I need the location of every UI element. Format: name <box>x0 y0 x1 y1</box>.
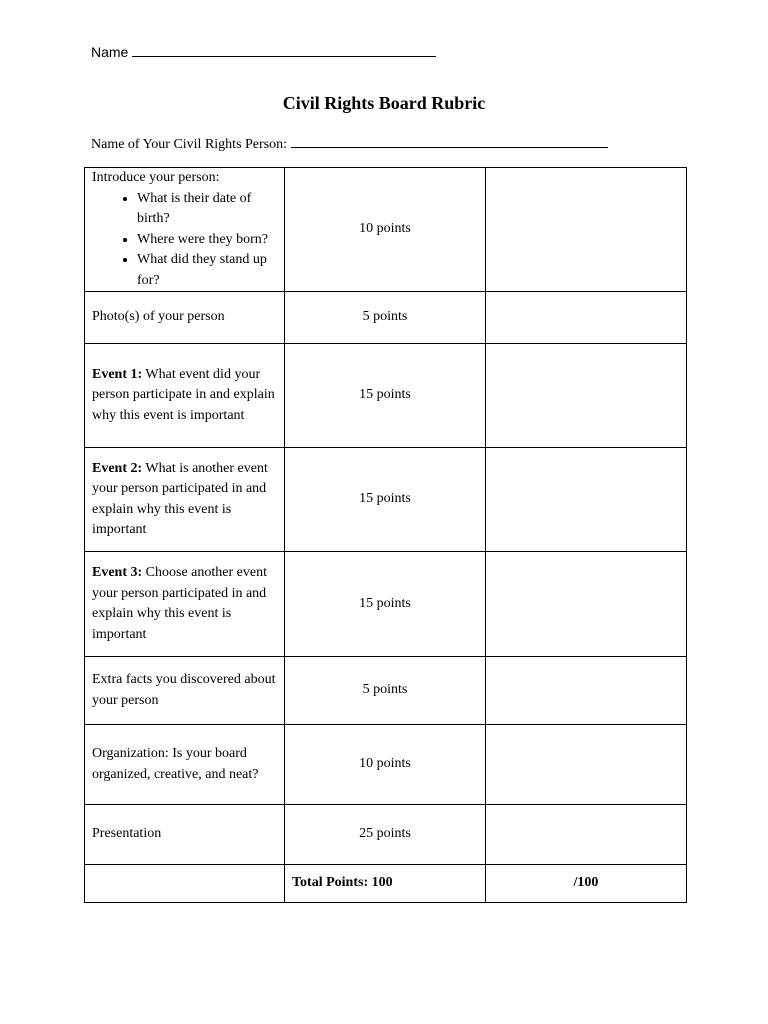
student-name-label: Name <box>91 44 129 60</box>
student-name-line <box>91 44 436 60</box>
civil-rights-person-blank[interactable] <box>291 135 608 148</box>
event-3-text: Choose another event your person participated in and explain why this event is important <box>92 565 267 642</box>
rubric-criterion-extra-facts: Extra facts you discovered about your person <box>85 657 285 725</box>
rubric-row-total <box>85 865 687 903</box>
page-title: Civil Rights Board Rubric <box>282 93 486 113</box>
rubric-total-points: Total Points: 100 <box>285 865 486 903</box>
rubric-criterion-event-2 <box>85 448 285 552</box>
rubric-row-intro <box>85 168 687 292</box>
rubric-points-photo: 5 points <box>285 292 486 344</box>
rubric-total-blank <box>85 865 285 903</box>
rubric-points-event-1: 15 points <box>285 344 486 448</box>
civil-rights-person-label: Name of Your Civil Rights Person: <box>91 137 288 152</box>
rubric-criterion-event-3 <box>85 552 285 657</box>
rubric-row-event-1 <box>85 344 687 448</box>
intro-question-list <box>92 189 277 292</box>
rubric-points-event-3: 15 points <box>285 552 486 657</box>
event-2-text: What is another event your person participated in and explain why this event is important <box>92 460 268 537</box>
event-1-text: What event did your person participate in and explain why this event is important <box>92 366 275 423</box>
rubric-table <box>84 167 687 903</box>
rubric-score-event-1[interactable] <box>486 344 687 448</box>
rubric-score-event-3[interactable] <box>486 552 687 657</box>
rubric-criterion-event-1 <box>85 344 285 448</box>
event-1-label: Event 1: <box>92 366 143 382</box>
rubric-points-event-2: 15 points <box>285 448 486 552</box>
rubric-score-event-2[interactable] <box>486 448 687 552</box>
rubric-points-extra-facts: 5 points <box>285 657 486 725</box>
event-2-label: Event 2: <box>92 460 143 476</box>
intro-question-birth-date: • What is their date of birth? <box>137 189 277 230</box>
intro-question-stood-for: • What did they stand up for? <box>137 250 277 291</box>
rubric-row-photo <box>85 292 687 344</box>
rubric-row-event-2 <box>85 448 687 552</box>
rubric-points-presentation: 25 points <box>285 805 486 865</box>
rubric-criterion-photo: Photo(s) of your person <box>85 292 285 344</box>
student-name-blank[interactable] <box>132 44 436 57</box>
rubric-row-presentation <box>85 805 687 865</box>
rubric-row-extra-facts <box>85 657 687 725</box>
rubric-row-organization <box>85 725 687 805</box>
rubric-points-organization: 10 points <box>285 725 486 805</box>
rubric-total-score[interactable]: /100 <box>486 865 687 903</box>
rubric-score-organization[interactable] <box>486 725 687 805</box>
rubric-score-intro[interactable] <box>486 168 687 292</box>
civil-rights-person-line <box>91 135 608 153</box>
event-3-label: Event 3: <box>92 565 143 580</box>
rubric-criterion-intro <box>85 168 285 292</box>
rubric-criterion-presentation: Presentation <box>85 805 285 865</box>
intro-heading: Introduce your person: <box>92 170 220 185</box>
rubric-score-extra-facts[interactable] <box>486 657 687 725</box>
intro-question-birthplace: • Where were they born? <box>137 230 277 251</box>
rubric-points-intro: 10 points <box>285 168 486 292</box>
rubric-row-event-3 <box>85 552 687 657</box>
rubric-score-photo[interactable] <box>486 292 687 344</box>
rubric-score-presentation[interactable] <box>486 805 687 865</box>
rubric-criterion-organization: Organization: Is your board organized, creative, and neat? <box>85 725 285 805</box>
